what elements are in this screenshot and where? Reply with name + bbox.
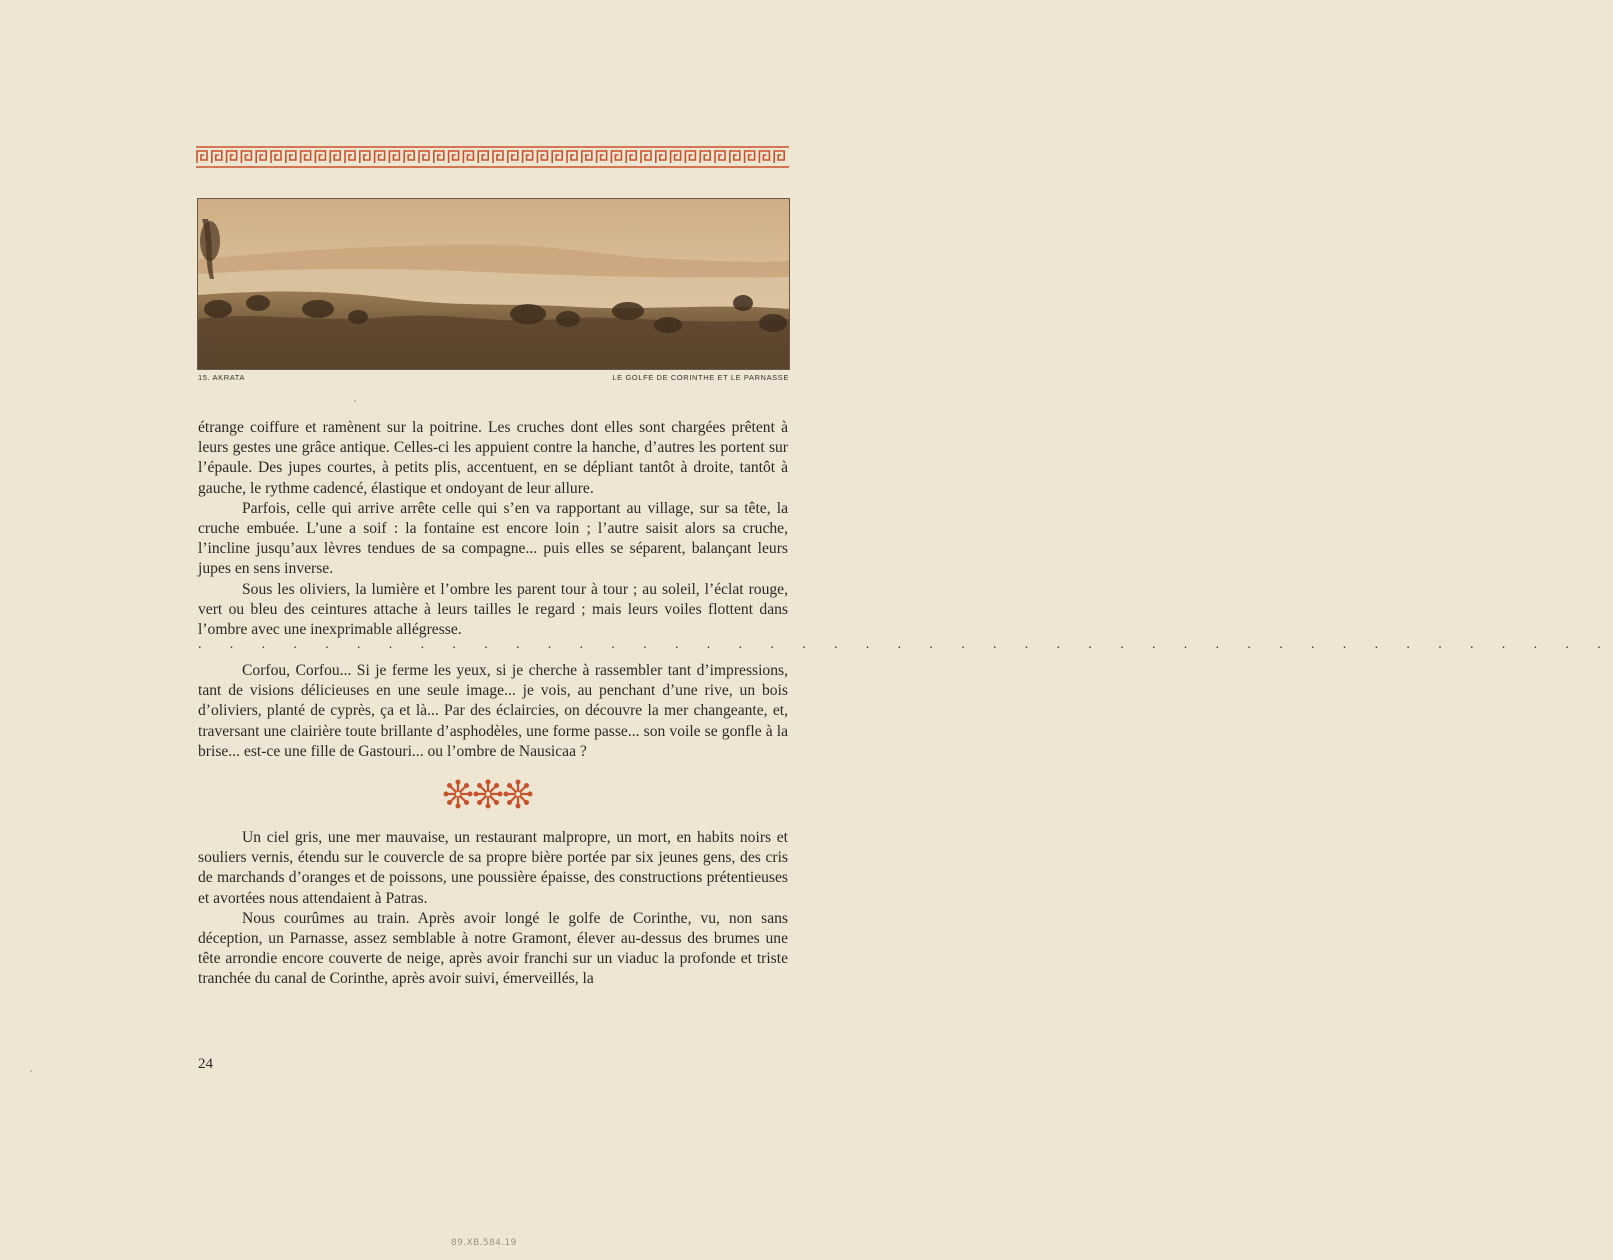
paragraph: Sous les oliviers, la lumière et l’ombre les parent tour à tour ; au soleil, l’éclat rouge, vert ou bleu des ceintures attache à leurs tailles le regard ; mais leurs voiles flottent dans l’ombre avec une inexprimable allégresse. [198, 580, 788, 639]
dot-leader-separator: . . . . . . . . . . . . . . . . . . . . . . . . . . . . . . . . . . . . . . . . . . . . . [198, 637, 1613, 652]
shelfmark: 89.XB.584.19 [451, 1238, 517, 1248]
page-number: 24 [198, 1056, 213, 1072]
paragraph: étrange coiffure et ramènent sur la poitrine. Les cruches dont elles sont chargées prêtent à leurs gestes une grâce antique. Celles-ci les appuient contre la hanche, d’autres les portent sur l’épaule. Des jupes courtes, à petits plis, accentuent, en se dépliant tantôt à droite, tantôt à gauche, le rythme cadencé, élastique et ondoyant de leur allure. [198, 419, 788, 497]
paper-speck [354, 400, 356, 402]
landscape-photograph [197, 198, 790, 370]
plate-title-caption: LE GOLFE DE CORINTHE ET LE PARNASSE [612, 373, 789, 382]
text-block-top [198, 418, 788, 640]
paper-speck [30, 1070, 32, 1072]
greek-key-border [196, 146, 789, 168]
paragraph: Parfois, celle qui arrive arrête celle qui s’en va rapportant au village, sur sa tête, la cruche embuée. L’une a soif : la fontaine est encore loin ; l’autre saisit alors sa cruche, l’incline jusqu’aux lèvres tendues de sa compagne... puis elles se séparent, balançant leurs jupes en sens inverse. [198, 499, 788, 578]
text-block-corfou [198, 661, 788, 762]
floral-ornament [440, 778, 536, 810]
text-block-bottom [198, 828, 788, 990]
paragraph: Un ciel gris, une mer mauvaise, un restaurant malpropre, un mort, en habits noirs et souliers vernis, étendu sur le couvercle de sa propre bière portée par six jeunes gens, des cris de marchands d’oranges et de poissons, une poussière épaisse, des constructions prétentieuses et avortées nous attendaient à Patras. [198, 829, 788, 907]
plate-number-caption: 15. AKRATA [198, 373, 245, 382]
paragraph: Corfou, Corfou... Si je ferme les yeux, si je cherche à rassembler tant d’impressions, tant de visions délicieuses en une seule image... je vois, au penchant d’une rive, un bois d’oliviers, planté de cyprès, ça et là... Par des éclaircies, on découvre la mer changeante, et, traversant une clairière toute brillante d’asphodèles, une forme passe... son voile se gonfle à la brise... est-ce une fille de Gastouri... ou l’ombre de Nausicaa ? [198, 662, 788, 760]
paragraph: Nous courûmes au train. Après avoir longé le golfe de Corinthe, vu, non sans déception, un Parnasse, assez semblable à notre Gramont, élever au-dessus des brumes une tête arrondie encore couverte de neige, après avoir franchi sur un viaduc la profonde et triste tranchée du canal de Corinthe, après avoir suivi, émerveillés, la [198, 909, 788, 988]
